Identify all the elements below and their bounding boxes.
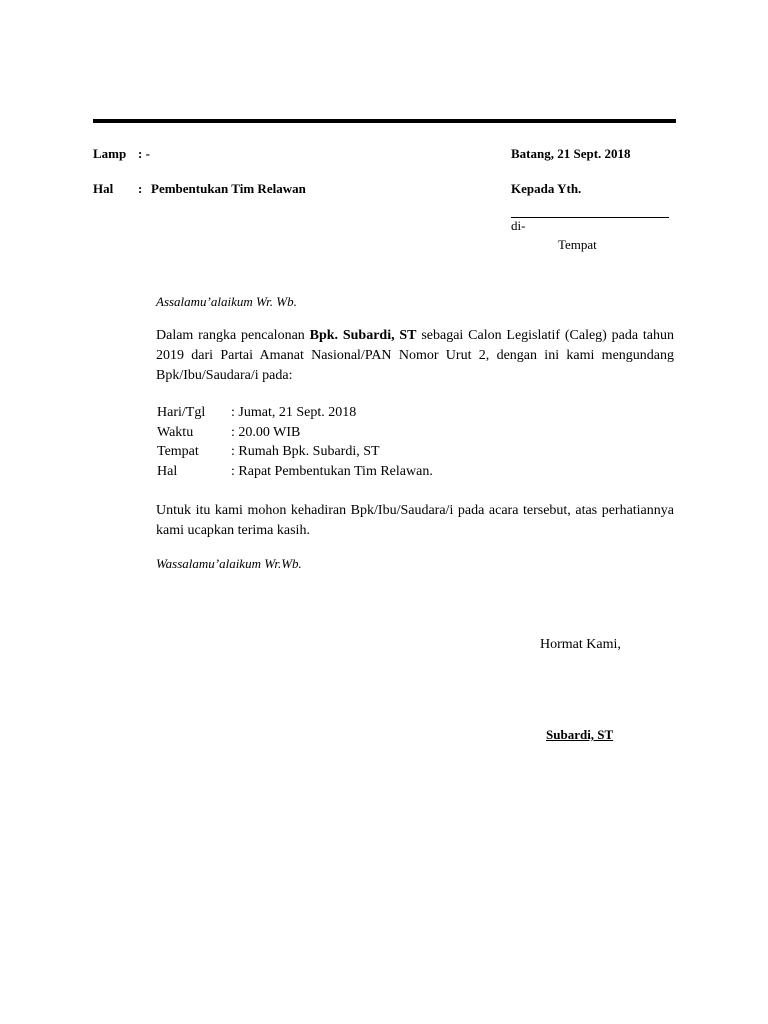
opening-paragraph: [156, 326, 674, 386]
detail-row-place: Tempat : Rumah Bpk. Subardi, ST: [157, 444, 380, 459]
recipient-di: di-: [511, 218, 526, 233]
detail-row-subject: Hal : Rapat Pembentukan Tim Relawan.: [157, 464, 433, 479]
lampiran-label: Lamp: [93, 146, 127, 161]
recipient-place: Tempat: [558, 237, 597, 252]
signatory-name: Subardi, ST: [546, 727, 614, 742]
detail-row-time: Waktu : 20.00 WIB: [157, 425, 301, 440]
hal-value: Pembentukan Tim Relawan: [151, 181, 306, 196]
recipient-heading: Kepada Yth.: [511, 181, 582, 196]
candidate-name: Bpk. Subardi, ST: [309, 328, 417, 343]
detail-row-date: Hari/Tgl : Jumat, 21 Sept. 2018: [157, 405, 357, 420]
lampiran-value: : -: [138, 146, 150, 161]
hal-label: Hal: [93, 181, 114, 196]
recipient-name-line: [511, 217, 669, 218]
place-date: Batang, 21 Sept. 2018: [511, 146, 631, 161]
header-rule: [93, 119, 676, 123]
regards: Hormat Kami,: [540, 637, 621, 652]
greeting: Assalamu’alaikum Wr. Wb.: [156, 294, 297, 309]
closing-greeting: Wassalamu’alaikum Wr.Wb.: [156, 556, 302, 571]
opening-paragraph-text-cont: sebagai Calon Legislatif (Caleg) pada tahun 2019 dari Partai Amanat Nasional/PAN Nomor Urut 2, dengan ini kami mengundang Bpk/Ibu/Saudara/i pada:: [156, 328, 674, 383]
hal-separator: :: [138, 181, 143, 196]
opening-paragraph-text: Dalam rangka pencalonan: [156, 328, 310, 343]
closing-paragraph: Untuk itu kami mohon kehadiran Bpk/Ibu/Saudara/i pada acara tersebut, atas perhatiannya kami ucapkan terima kasih.: [156, 503, 674, 538]
